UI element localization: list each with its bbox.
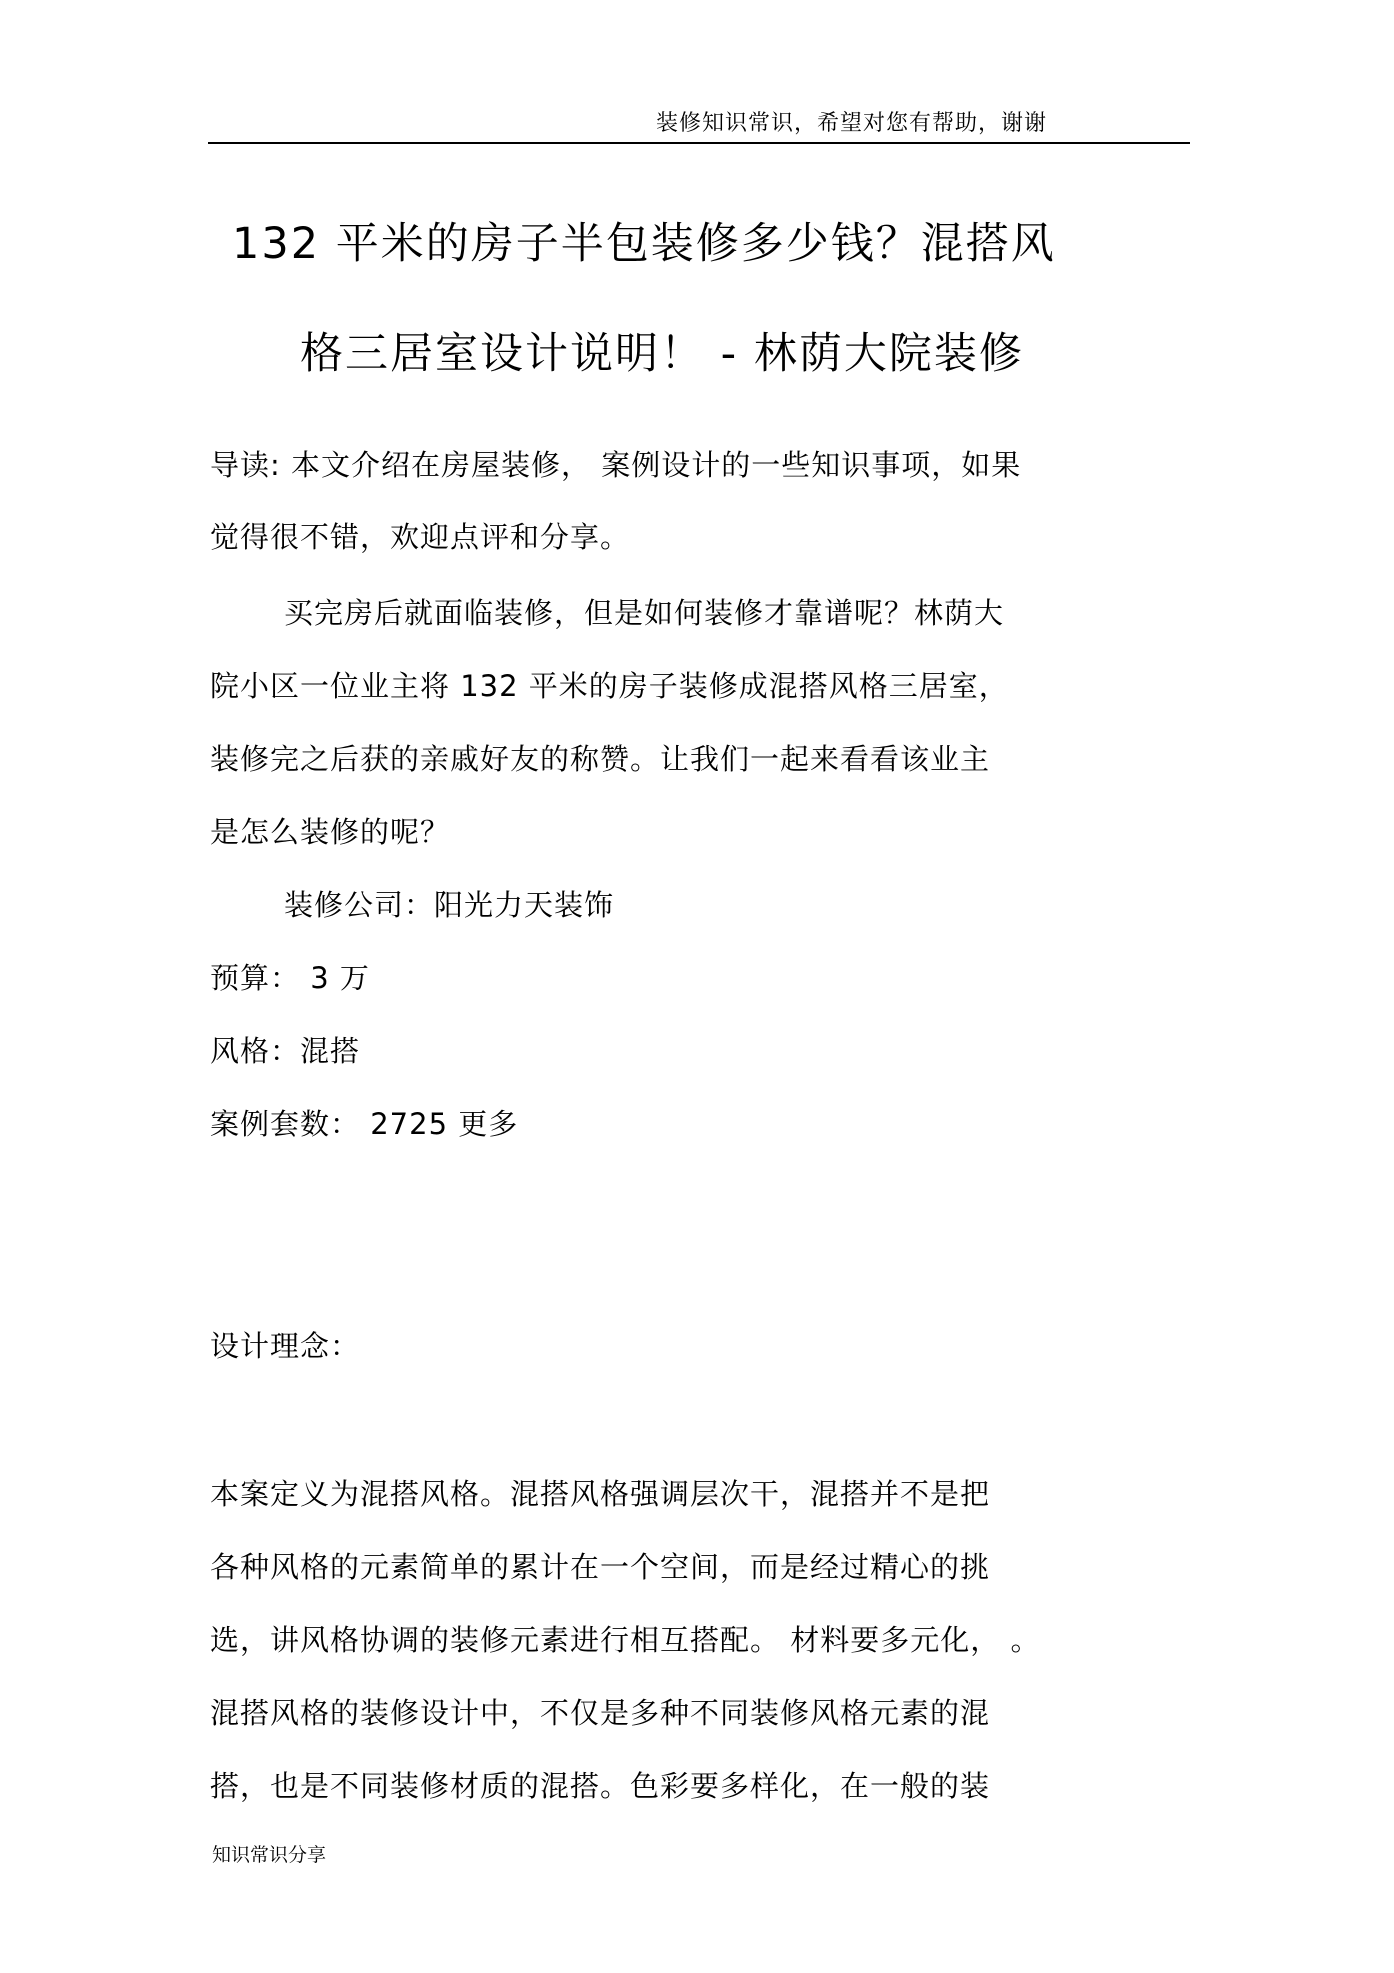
concept-line-2: 各种风格的元素简单的累计在一个空间，而是经过精心的挑 xyxy=(210,1550,991,1584)
intro-line-2: 觉得很不错，欢迎点评和分享。 xyxy=(210,520,631,554)
article-title-line-2: 格三居室设计说明！ - 林荫大院装修 xyxy=(300,329,1024,379)
header-divider xyxy=(208,142,1190,144)
concept-line-4: 混搭风格的装修设计中，不仅是多种不同装修风格元素的混 xyxy=(210,1696,991,1730)
budget-line: 预算： 3 万 xyxy=(210,961,370,995)
concept-line-1: 本案定义为混搭风格。混搭风格强调层次干，混搭并不是把 xyxy=(210,1477,991,1511)
paragraph-1-line-4: 是怎么装修的呢？ xyxy=(210,815,451,849)
intro-line-1: 导读: 本文介绍在房屋装修， 案例设计的一些知识事项，如果 xyxy=(210,448,1022,482)
paragraph-1-line-3: 装修完之后获的亲戚好友的称赞。让我们一起来看看该业主 xyxy=(210,742,991,776)
page-footer: 知识常识分享 xyxy=(212,1844,327,1866)
design-concept-heading: 设计理念： xyxy=(210,1329,361,1363)
style-line: 风格：混搭 xyxy=(210,1034,361,1068)
concept-line-3: 选，讲风格协调的装修元素进行相互搭配。 材料要多元化， 。 xyxy=(210,1623,1041,1657)
case-count-line: 案例套数： 2725 更多 xyxy=(210,1107,519,1141)
page-header: 装修知识常识，希望对您有帮助，谢谢 xyxy=(656,111,1048,136)
paragraph-1-line-2: 院小区一位业主将 132 平米的房子装修成混搭风格三居室， xyxy=(210,669,1009,703)
paragraph-1-line-1: 买完房后就面临装修，但是如何装修才靠谱呢？林荫大 xyxy=(284,596,1005,630)
article-title-line-1: 132 平米的房子半包装修多少钱？混搭风 xyxy=(232,219,1056,269)
concept-line-5: 搭，也是不同装修材质的混搭。色彩要多样化，在一般的装 xyxy=(210,1769,991,1803)
company-line: 装修公司：阳光力天装饰 xyxy=(284,888,615,922)
